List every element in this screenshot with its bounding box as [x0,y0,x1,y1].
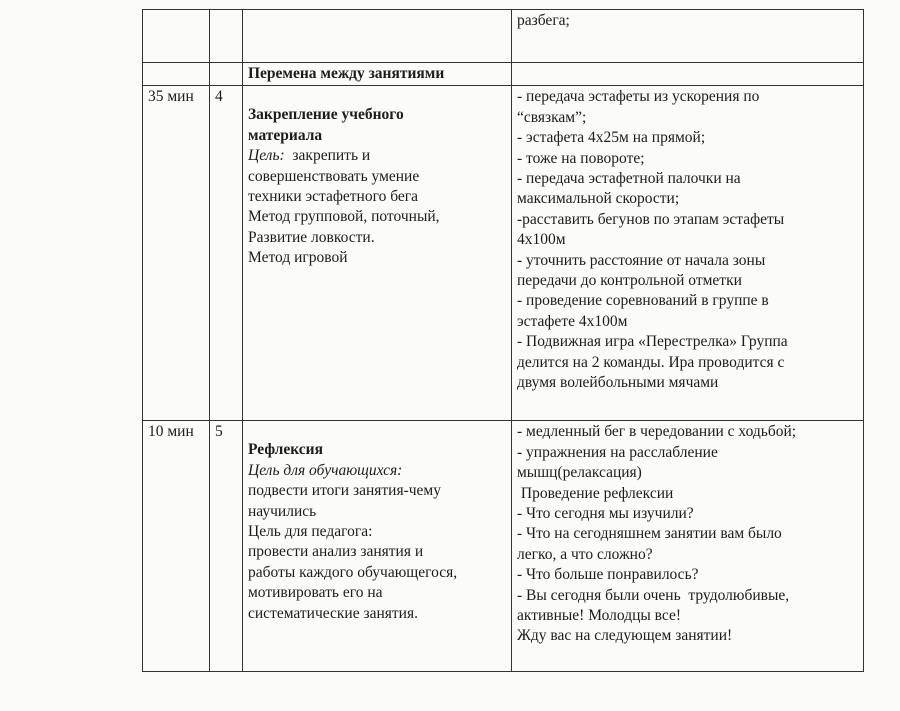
stage-title: Рефлексия [248,441,323,459]
content-line: - Что больше понравилось? [517,566,699,584]
content-line: - Что сегодня мы изучили? [517,505,694,523]
content-line: - Что на сегодняшнем занятии вам было [517,525,782,543]
content-cell [512,86,864,421]
stage-line: совершенствовать умение [248,167,420,185]
content-line: - упражнения на расслабление [517,443,718,461]
stage-cell [243,63,512,86]
table-row [143,421,864,672]
content-line: передачи до контрольной отметки [517,272,742,290]
stage-line: Развитие ловкости. [248,228,375,246]
table-row [143,86,864,421]
content-line: “связкам”; [517,108,587,126]
time-cell [143,10,210,63]
goal-text: закрепить и [284,147,371,165]
content-line: максимальной скорости; [517,190,680,208]
stage-line: Цель для педагога: [248,523,373,541]
content-line: - медленный бег в чередовании с ходьбой; [517,423,797,441]
content-line: - уточнить расстояние от начала зоны [517,251,766,269]
content-line: эстафете 4х100м [517,312,628,330]
content-line: -расставить бегунов по этапам эстафеты [517,210,785,228]
content-line: делится на 2 команды. Ира проводится с [517,353,785,371]
goal-label: Цель: [248,147,285,165]
break-row [143,63,864,86]
number-cell: 5 [210,421,243,672]
content-line: Жду вас на следующем занятии! [517,627,733,645]
content-line: легко, а что сложно? [517,545,653,563]
stage-line: мотивировать его на [248,584,383,602]
stage-title: материала [248,126,323,144]
content-line: 4х100м [517,231,566,249]
time-cell [143,63,210,86]
content-cell [512,63,864,86]
content-line: - передача эстафеты из ускорения по [517,88,760,106]
table-row [143,10,864,63]
stage-line: провести анализ занятия и [248,543,424,561]
content-line: - передача эстафетной палочки на [517,170,741,188]
stage-title: Закрепление учебного [248,106,404,124]
number-cell [210,63,243,86]
content-line: - Подвижная игра «Перестрелка» Группа [517,333,788,351]
stage-line: работы каждого обучающегося, [248,563,458,581]
goal-line [248,146,507,166]
content-line: - Вы сегодня были очень трудолюбивые, [517,586,790,604]
content-line: активные! Молодцы все! [517,607,682,625]
stage-cell [243,86,512,421]
stage-line: подвести итоги занятия-чему [248,482,441,500]
content-line: - проведение соревнований в группе в [517,292,769,310]
content-cell [512,10,864,63]
content-line: Проведение рефлексии [517,484,674,502]
stage-cell [243,421,512,672]
content-line: разбега; [517,12,570,29]
lesson-plan-table [142,9,864,672]
content-line: мышц(релаксация) [517,464,642,482]
break-label: Перемена между занятиями [248,65,445,82]
stage-line: систематические занятия. [248,604,418,622]
goal-label: Цель для обучающихся: [248,461,403,479]
time-cell: 35 мин [143,86,210,421]
content-line: двумя волейбольными мячами [517,374,719,392]
content-cell [512,421,864,672]
content-line: - тоже на повороте; [517,149,645,167]
stage-line: Метод групповой, поточный, [248,208,440,226]
number-cell [210,10,243,63]
stage-line: техники эстафетного бега [248,188,419,206]
number-cell: 4 [210,86,243,421]
stage-line: научились [248,502,317,520]
stage-cell [243,10,512,63]
stage-line: Метод игровой [248,249,348,267]
time-cell: 10 мин [143,421,210,672]
content-line: - эстафета 4х25м на прямой; [517,129,706,147]
